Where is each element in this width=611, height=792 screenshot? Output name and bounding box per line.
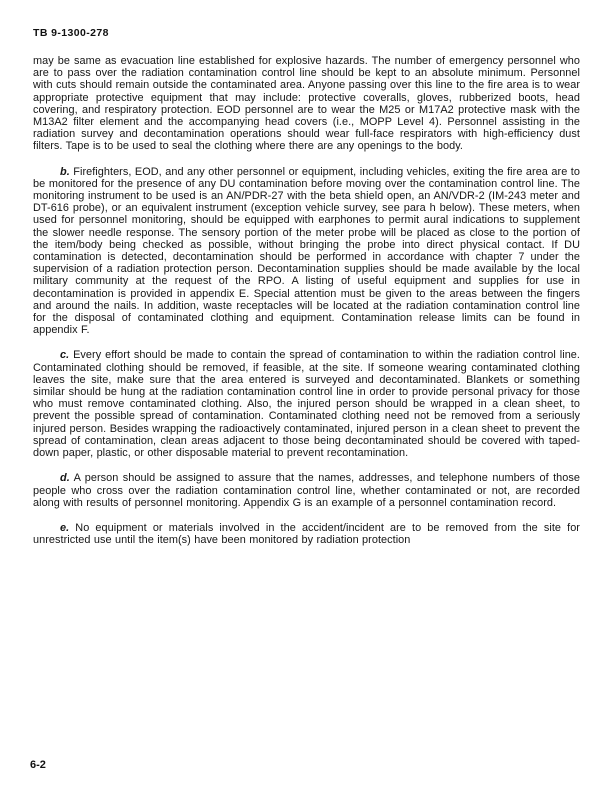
paragraph-d-text: A person should be assigned to assure that the names, addresses, and telephone numbers of those people who cross over the radiation contamination control line, whether contaminated or not, are recorded along with results of personnel monitoring. Appendix G is an example of a personnel contamination record. (33, 472, 580, 509)
paragraph-text: may be same as evacuation line established for explosive hazards. The number of emergency personnel who are to pass over the radiation contamination control line should be kept to an absolute minimum. Personnel with cuts should remain outside the contaminated area. Anyone passing over this line to the fire area is to wear appropriate protective equipment that may include: protective coveralls, gloves, rubberized boots, head covering, and respiratory protection. EOD personnel are to wear the M25 or M17A2 protective mask with the M13A2 filter element and the accompanying head covers (i.e., MOPP Level 4). Personnel assisting in the radiation survey and decontamination operations should wear full-face respirators with high-efficiency dust filters. Tape is to be used to seal the clothing where there are any openings to the body. (33, 55, 580, 153)
paragraph-b-text: Firefighters, EOD, and any other personnel or equipment, including vehicles, exiting the fire area are to be monitored for the presence of any DU contamination before moving over the contamination control line. The monitoring instrument to be used is an AN/PDR-27 with the beta shield open, an AN/VDR-2 (IM-243 meter and DT-616 probe), or an equivalent instrument (exception vehicle survey, see para h below). These meters, when used for personnel monitoring, should be equipped with earphones to permit aural indications to supplement the slower needle response. The sensory portion of the meter probe will be placed as close to the portion of the item/body being checked as possible, without bringing the probe into direct physical contact. If DU contamination is detected, decontamination should be performed in accordance with chapter 7 under the supervision of a radiation protection person. Decontamination supplies should be made available by the local military community at the request of the RPO. A listing of useful equipment and supplies for use in decontamination is provided in appendix E. Special attention must be given to the areas between the fingers and around the nails. In addition, waste receptacles will be located at the radiation contamination control line for the disposal of contaminated clothing and equipment. Contamination release limits can be found in appendix F. (33, 165, 580, 337)
paragraph-c (33, 349, 580, 459)
paragraph-b (33, 166, 580, 337)
paragraph-d (33, 472, 580, 509)
paragraph-c-label: c. (60, 349, 70, 362)
paragraph-d-label: d. (60, 472, 70, 485)
document-body (33, 55, 580, 559)
paragraph-e-text: No equipment or materials involved in the accident/incident are to be removed from the site for unrestricted use until the item(s) have been monitored by radiation protection (33, 521, 580, 547)
paragraph-c-text: Every effort should be made to contain the spread of contamination to within the radiation control line. Contaminated clothing should be removed, if feasible, at the site. If someone wearing contaminated clothing leaves the site, make sure that the area entered is surveyed and decontaminated. Blankets or something similar should be hung at the radiation contamination control line in order to provide personal privacy for those who must remove contaminated clothing. Also, the injured person should be wrapped in a clean sheet, to prevent the possible spread of contamination. Contaminated clothing need not be removed from a seriously injured person. Besides wrapping the radioactively contaminated, injured person in a clean sheet to prevent the spread of contamination, clean areas adjacent to those being decontaminated should be covered with taped-down paper, plastic, or other disposable material to prevent recontamination. (33, 349, 580, 460)
paragraph-e (33, 522, 580, 546)
publication-number-header: TB 9-1300-278 (33, 27, 109, 39)
paragraph-continuation (33, 55, 580, 153)
page-number: 6-2 (30, 759, 46, 771)
paragraph-b-label: b. (60, 165, 70, 178)
paragraph-e-label: e. (60, 521, 70, 534)
